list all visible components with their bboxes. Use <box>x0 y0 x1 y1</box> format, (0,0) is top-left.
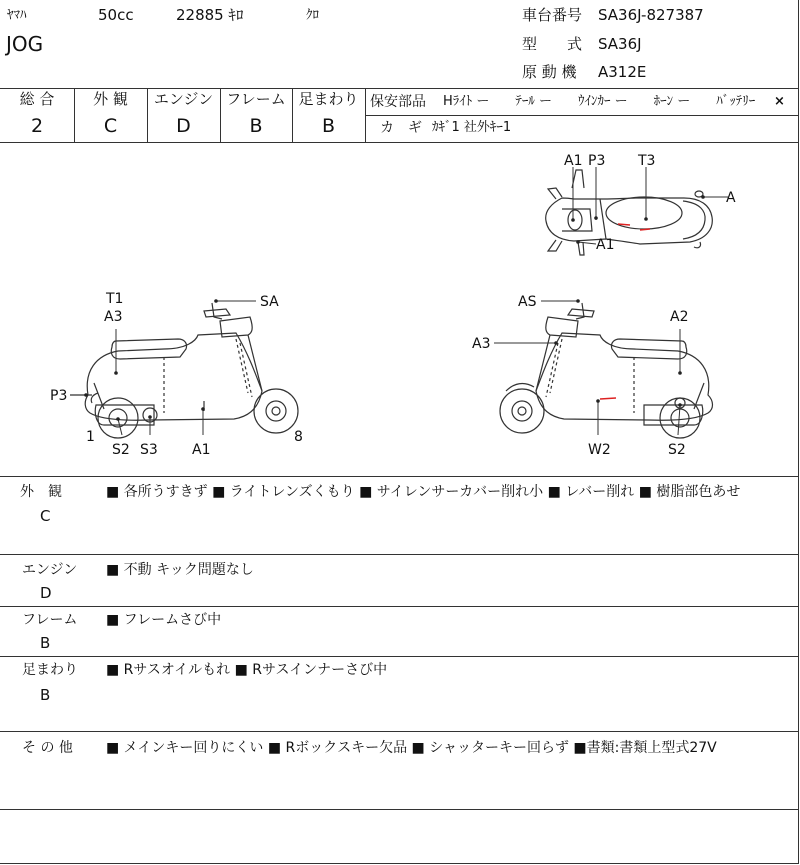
divider <box>292 88 293 142</box>
divider <box>0 88 798 89</box>
parts-items: Hﾗｲﾄ ー ﾃｰﾙ ー ｳｲﾝｶｰ ー ﾎｰﾝ ー ﾊﾞｯﾃﾘｰ <box>443 94 756 109</box>
frame-number: SA36J-827387 <box>598 6 704 24</box>
remark-category-other: そ の 他 <box>22 740 73 756</box>
damage-points <box>84 195 705 421</box>
remark-text-exterior: ■ 各所うすきず ■ ライトレンズくもり ■ サイレンサーカバー削れ小 ■ レバー削れ ■ 樹脂部色あせ <box>106 484 741 500</box>
label-left-p3: P3 <box>50 388 68 404</box>
label-left-sa: SA <box>260 294 279 310</box>
grade-value-suspension: B <box>321 115 336 137</box>
key-value: ｶｷﾞ1 社外ｷｰ1 <box>432 120 512 135</box>
remark-category-suspension: 足まわり <box>22 662 78 678</box>
engine-value: A312E <box>598 63 647 81</box>
label-top-a: A <box>726 190 736 206</box>
grade-value-engine: D <box>176 115 191 137</box>
label-left-s2: S2 <box>112 442 130 458</box>
remark-text-suspension: ■ Rサスオイルもれ ■ Rサスインナーさび中 <box>106 662 388 678</box>
remark-text-engine: ■ 不動 キック問題なし <box>106 562 254 578</box>
label-left-t1: T1 <box>106 291 124 307</box>
label-right-s2: S2 <box>668 442 686 458</box>
divider <box>0 476 798 477</box>
remark-grade-frame: B <box>40 634 51 652</box>
battery-missing-mark: × <box>774 94 785 109</box>
divider <box>74 88 75 142</box>
remark-grade-suspension: B <box>40 686 51 704</box>
remark-grade-engine: D <box>40 584 52 602</box>
label-top-a1: A1 <box>564 153 583 169</box>
remark-category-exterior: 外 観 <box>20 484 62 500</box>
remark-grade-exterior: C <box>40 507 51 525</box>
divider <box>0 809 798 810</box>
remark-text-frame: ■ フレームさび中 <box>106 612 222 628</box>
label-right-w2: W2 <box>588 442 611 458</box>
divider <box>220 88 221 142</box>
grade-label-suspension: 足まわり <box>298 90 359 108</box>
divider <box>365 115 798 116</box>
parts-label: 保安部品 <box>370 94 426 110</box>
remark-category-frame: フレーム <box>22 612 78 628</box>
label-top-t3: T3 <box>638 153 656 169</box>
label-top-p3: P3 <box>588 153 606 169</box>
displacement: 50cc <box>98 6 134 24</box>
type-label: 型 式 <box>522 35 583 53</box>
label-right-as: AS <box>518 294 537 310</box>
engine-label: 原 動 機 <box>522 63 577 81</box>
label-left-a1: A1 <box>192 442 211 458</box>
grade-value-overall: 2 <box>30 115 44 137</box>
grade-label-overall: 総 合 <box>19 90 55 108</box>
key-label: カ ギ <box>380 120 422 136</box>
label-top-a1b: A1 <box>596 237 615 253</box>
body-color: ｸﾛ <box>306 8 319 23</box>
divider <box>0 656 798 657</box>
grade-value-frame: B <box>249 115 263 137</box>
remark-category-engine: エンジン <box>22 562 78 578</box>
divider <box>147 88 148 142</box>
scooter-top-view <box>546 170 713 255</box>
damage-diagram <box>0 143 798 476</box>
grade-label-engine: エンジン <box>153 90 214 108</box>
label-left-a3: A3 <box>104 309 123 325</box>
frame-number-label: 車台番号 <box>522 6 583 24</box>
label-right-a3: A3 <box>472 336 491 352</box>
mileage: 22885 ｷﾛ <box>176 6 244 24</box>
model-name: JOG <box>6 32 44 56</box>
type-value: SA36J <box>598 35 642 53</box>
maker-name: ﾔﾏﾊ <box>7 8 27 23</box>
divider <box>0 606 798 607</box>
divider <box>0 554 798 555</box>
label-left-s3: S3 <box>140 442 158 458</box>
label-right-a2: A2 <box>670 309 689 325</box>
grade-value-exterior: C <box>103 115 118 137</box>
grade-label-exterior: 外 観 <box>93 90 128 108</box>
grade-label-frame: フレーム <box>226 90 286 108</box>
label-left-1: 1 <box>86 429 95 445</box>
label-left-8: 8 <box>294 429 303 445</box>
divider <box>0 731 798 732</box>
remark-text-other: ■ メインキー回りにくい ■ Rボックスキー欠品 ■ シャッターキー回らず ■書類:書類上型式27V <box>106 740 717 756</box>
